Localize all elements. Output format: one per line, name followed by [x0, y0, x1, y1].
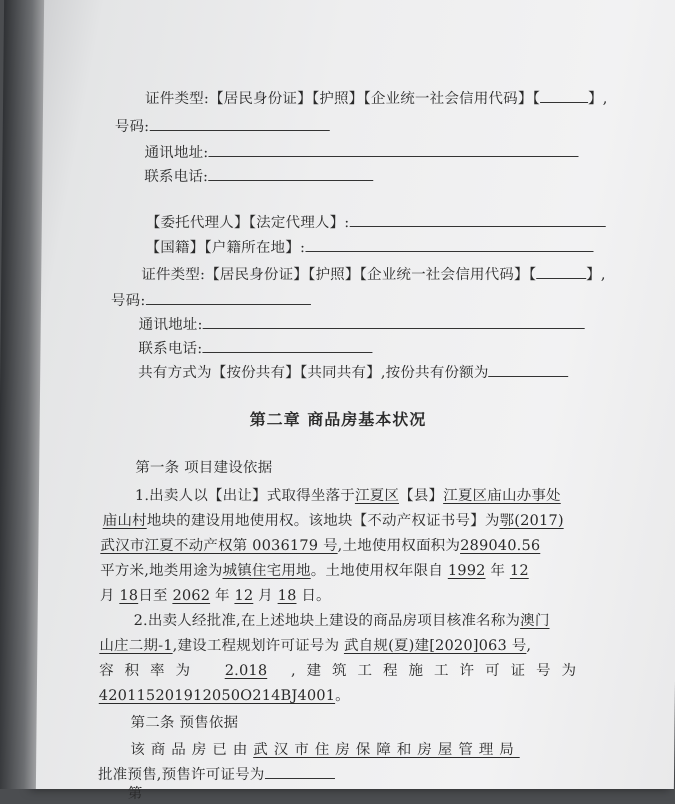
nationality-line: 【国籍】【户籍所在地】:	[145, 237, 593, 258]
id-number-line-2: 号码:	[111, 290, 311, 311]
address-line-1: 通讯地址:	[144, 142, 578, 163]
article-1-heading: 第一条 项目建设依据	[135, 460, 273, 476]
phone-blank-1	[208, 166, 373, 181]
article-1-para-1-line-1: 1.出卖人以【出让】式取得坐落于江夏区【县】江夏区庙山办事处	[134, 488, 561, 504]
address-line-2: 通讯地址:	[139, 314, 585, 335]
address-blank-1	[208, 142, 578, 157]
phone-line-2: 联系电话:	[138, 338, 372, 359]
agent-name-blank	[349, 212, 605, 227]
co-ownership-line: 共有方式为【按份共有】【共同共有】,按份共有份额为	[138, 362, 569, 383]
article-2-line-1: 该商品房已由武汉市住房保障和房屋管理局	[130, 742, 520, 758]
id-type-blank-1	[540, 88, 588, 103]
article-2-line-2: 批准预售,预售许可证号为	[98, 764, 335, 785]
id-number-blank-1	[149, 116, 329, 131]
next-article-partial: 第	[127, 786, 143, 802]
presale-permit-blank	[264, 764, 334, 779]
article-1-para-2-line-1: 2.出卖人经批准,在上述地块上建设的商品房项目核准名称为澳门	[133, 613, 550, 629]
id-number-blank-2	[145, 290, 310, 305]
phone-line-1: 联系电话:	[144, 166, 373, 187]
chapter-title: 第二章 商品房基本状况	[249, 410, 427, 429]
address-blank-2	[203, 314, 585, 329]
nationality-blank	[305, 237, 593, 252]
article-2-heading: 第二条 预售依据	[130, 715, 239, 731]
article-1-para-1-line-5: 月 18日至 2062 年 12 月 18 日。	[99, 588, 331, 604]
agent-role-line: 【委托代理人】【法定代理人】:	[146, 212, 606, 233]
id-type-line-1: 证件类型:【居民身份证】【护照】【企业统一社会信用代码】【 】,	[145, 88, 608, 109]
article-1-para-1-line-3: 武汉市江夏不动产权第 0036179 号,土地使用权面积为289040.56	[100, 538, 541, 554]
article-1-para-2-line-3: 容积率为 2.018 ,建筑工程施工许可证号为	[99, 663, 588, 679]
contract-page	[34, 0, 675, 802]
co-ownership-blank	[489, 362, 569, 377]
article-1-para-1-line-2: 庙山村地块的建设用地使用权。该地块【不动产权证书号】为鄂(2017)	[102, 513, 564, 529]
article-1-para-2-line-2: 山庄二期-1,建设工程规划许可证号为 武自规(夏)建[2020]063 号,	[99, 638, 532, 654]
id-type-blank-2	[536, 264, 586, 279]
article-1-para-1-line-4: 平方米,地类用途为城镇住宅用地。土地使用权年限自 1992 年 12	[100, 563, 529, 579]
id-type-line-2: 证件类型:【居民身份证】【护照】【企业统一社会信用代码】【 】,	[141, 264, 606, 285]
article-1-para-2-line-4: 420115201912050O214BJ4001。	[98, 688, 350, 704]
phone-blank-2	[202, 338, 372, 353]
id-number-line-1: 号码:	[115, 116, 330, 137]
